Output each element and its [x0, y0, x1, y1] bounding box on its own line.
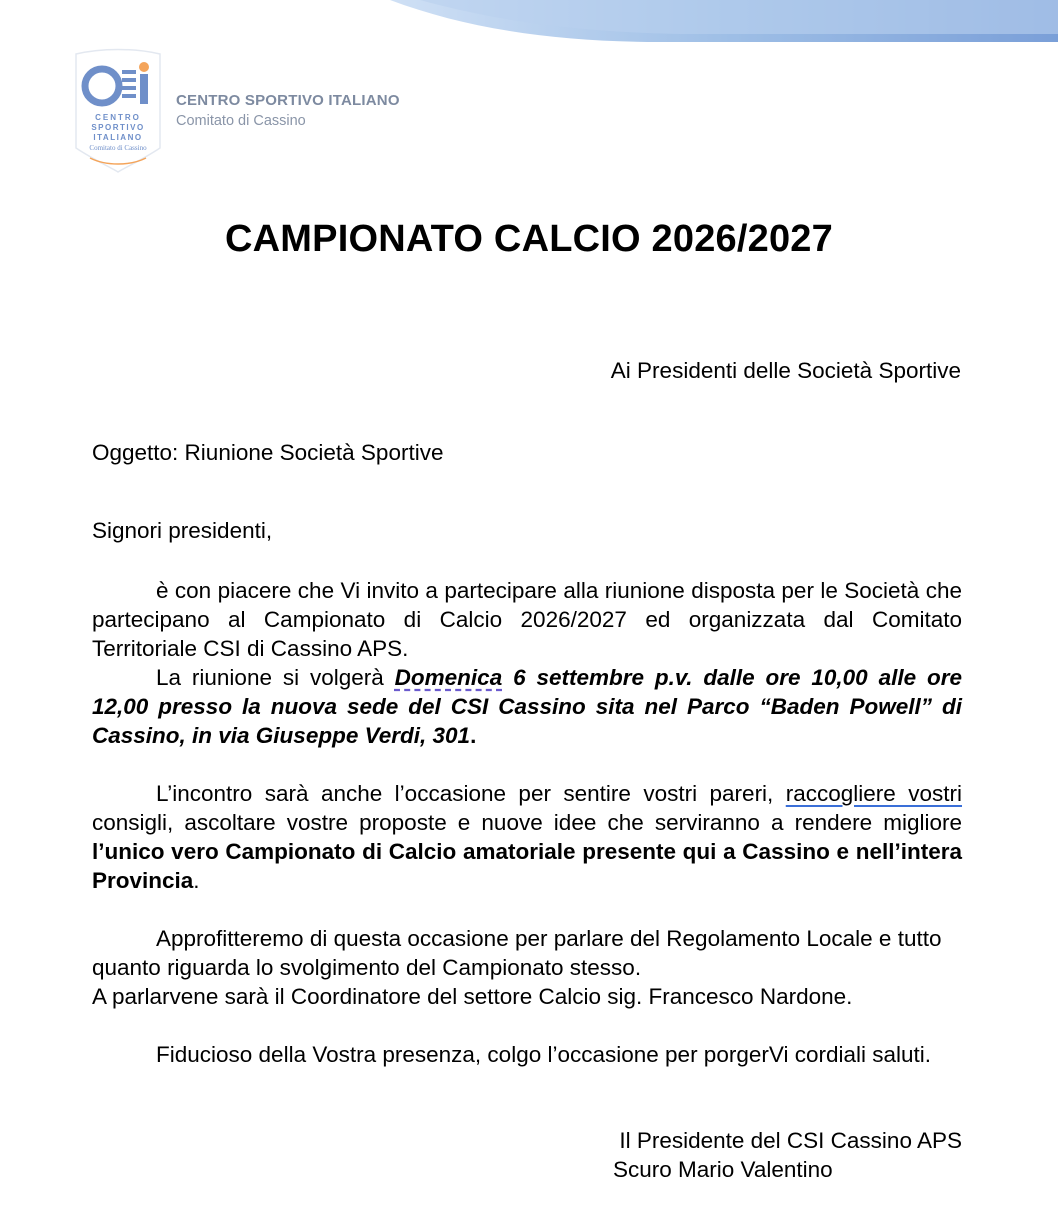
- meeting-when-where: 6 settembre p.v. dalle ore 10,00 alle ore 12,00 presso la nuova sede del CSI Cassino sita nel Parco “Baden Powell” di Cassino, in via Giuseppe Verdi, 301: [92, 665, 962, 748]
- paragraph-meeting-details: [92, 663, 962, 750]
- meeting-day: Domenica: [394, 665, 503, 690]
- purpose-text-3: consigli, ascoltare vostre proposte e nuove idee che serviranno a rendere migliore: [92, 810, 962, 835]
- paragraph-regulation: Approfitteremo di questa occasione per parlare del Regolamento Locale e tutto quanto riguarda lo svolgimento del Campionato stesso.: [92, 926, 942, 980]
- subject-line: Oggetto: Riunione Società Sportive: [92, 440, 444, 465]
- meeting-period: .: [470, 723, 477, 748]
- meeting-intro: La riunione si volgerà: [156, 665, 395, 690]
- paragraph-purpose: [92, 779, 962, 895]
- paragraph-closing: Fiducioso della Vostra presenza, colgo l’occasione per porgerVi cordiali saluti.: [156, 1042, 932, 1067]
- logo-line-4: Comitato di Cassino: [89, 144, 147, 152]
- signature-name: Scuro Mario Valentino: [613, 1157, 833, 1182]
- logo-line-1: CENTRO: [95, 113, 141, 122]
- purpose-text-1: L’incontro sarà anche l’occasione per sentire vostri pareri,: [156, 781, 786, 806]
- purpose-text-2: raccogliere vostri: [785, 781, 962, 806]
- logo-line-2: SPORTIVO: [91, 123, 145, 132]
- signature-block: [560, 1126, 962, 1184]
- signature-role: Il Presidente del CSI Cassino APS: [619, 1128, 962, 1153]
- recipient-line: Ai Presidenti delle Società Sportive: [610, 358, 961, 383]
- purpose-highlight: l’unico vero Campionato di Calcio amatoriale presente qui a Cassino e nell’intera Provincia: [92, 839, 962, 893]
- greeting: Signori presidenti,: [92, 518, 273, 543]
- org-subtitle: Comitato di Cassino: [176, 113, 306, 129]
- org-name: CENTRO SPORTIVO ITALIANO: [176, 92, 400, 109]
- logo-line-3: ITALIANO: [93, 133, 143, 142]
- paragraph-coordinator: A parlarvene sarà il Coordinatore del settore Calcio sig. Francesco Nardone.: [92, 984, 853, 1009]
- purpose-period: .: [193, 868, 200, 893]
- letter-body: [92, 576, 962, 1069]
- csi-logo: [72, 48, 164, 178]
- paragraph-invitation: è con piacere che Vi invito a partecipare alla riunione disposta per le Società che partecipano al Campionato di Calcio 2026/2027 ed organizzata dal Comitato Territoriale CSI di Cassino APS.: [92, 578, 962, 661]
- document-title: CAMPIONATO CALCIO 2026/2027: [225, 218, 833, 260]
